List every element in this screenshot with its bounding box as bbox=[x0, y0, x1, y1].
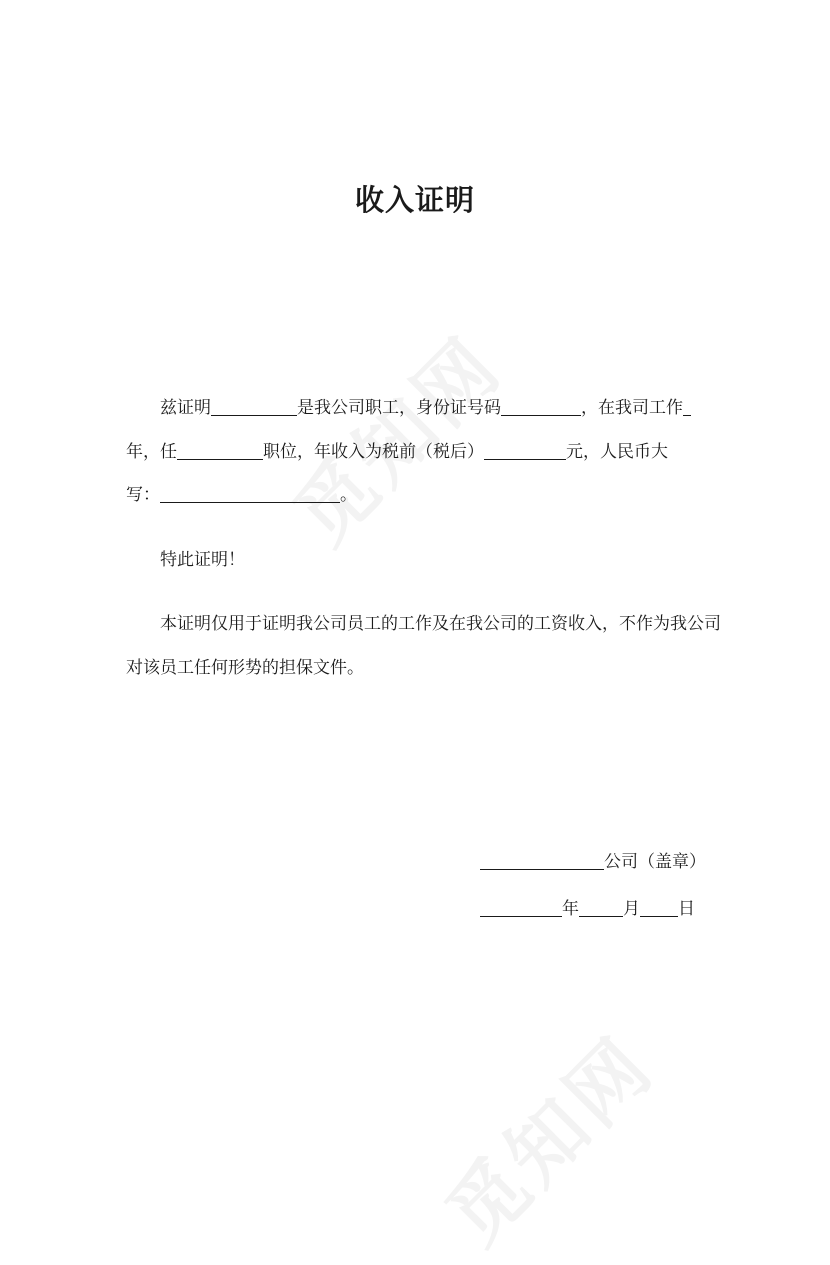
text-employee-id-label: 是我公司职工，身份证号码 bbox=[297, 398, 501, 418]
amount-in-words-blank[interactable] bbox=[160, 484, 340, 503]
day-blank[interactable] bbox=[640, 898, 678, 917]
year-label: 年 bbox=[562, 899, 579, 919]
disclaimer-line-2: 对该员工任何形势的担保文件。 bbox=[126, 658, 364, 678]
id-number-blank[interactable] bbox=[501, 397, 581, 416]
paragraph-line-1 bbox=[160, 396, 691, 420]
income-amount-blank[interactable] bbox=[484, 441, 566, 460]
month-label: 月 bbox=[623, 899, 640, 919]
paragraph-line-3 bbox=[126, 483, 357, 507]
text-write-label: 写： bbox=[126, 485, 160, 505]
disclaimer-line-1: 本证明仅用于证明我公司员工的工作及在我公司的工资收入，不作为我公司 bbox=[160, 614, 721, 634]
text-certify: 兹证明 bbox=[160, 398, 211, 418]
text-income-label: 职位，年收入为税前（税后） bbox=[263, 442, 484, 462]
company-name-blank[interactable] bbox=[480, 851, 604, 870]
text-period: 。 bbox=[340, 485, 357, 505]
date-line bbox=[480, 897, 695, 921]
text-years-position: 年，任 bbox=[126, 442, 177, 462]
text-rmb-label: 元，人民币大 bbox=[566, 442, 668, 462]
watermark bbox=[265, 307, 522, 564]
paragraph-line-2 bbox=[126, 440, 668, 464]
text-work-label: ，在我司工作 bbox=[581, 398, 683, 418]
years-worked-blank[interactable] bbox=[683, 397, 691, 416]
company-seal-line bbox=[480, 850, 706, 874]
year-blank[interactable] bbox=[480, 898, 562, 917]
watermark-bottom bbox=[417, 1007, 674, 1264]
document-title: 收入证明 bbox=[354, 183, 475, 217]
position-blank[interactable] bbox=[177, 441, 263, 460]
employee-name-blank[interactable] bbox=[211, 397, 297, 416]
month-blank[interactable] bbox=[579, 898, 623, 917]
day-label: 日 bbox=[678, 899, 695, 919]
company-seal-label: 公司（盖章） bbox=[604, 852, 706, 872]
hereby-certify: 特此证明！ bbox=[160, 550, 245, 570]
